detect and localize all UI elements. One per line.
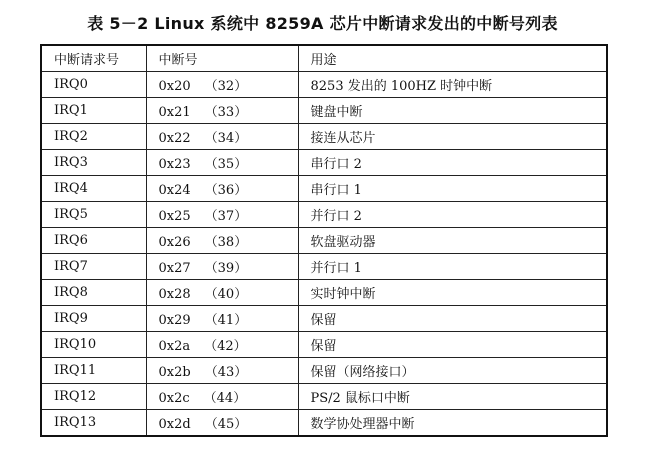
header-purpose: 用途	[298, 45, 607, 72]
vector-cell	[146, 98, 298, 124]
vector-decimal: （41）	[204, 313, 248, 328]
table-row	[41, 358, 607, 384]
table-row	[41, 98, 607, 124]
vector-hex: 0x2c	[158, 391, 190, 406]
irq-cell: IRQ9	[41, 306, 146, 332]
table-row	[41, 124, 607, 150]
vector-decimal: （38）	[204, 235, 248, 250]
purpose-cell: 软盘驱动器	[298, 228, 607, 254]
vector-cell	[146, 202, 298, 228]
vector-decimal: （44）	[203, 391, 247, 406]
vector-cell	[146, 410, 298, 437]
irq-cell: IRQ1	[41, 98, 146, 124]
vector-cell	[146, 124, 298, 150]
vector-hex: 0x27	[158, 261, 191, 276]
purpose-cell: 实时钟中断	[298, 280, 607, 306]
vector-cell	[146, 332, 298, 358]
vector-hex: 0x22	[158, 131, 191, 146]
vector-decimal: （37）	[204, 209, 248, 224]
table-row	[41, 176, 607, 202]
irq-cell: IRQ11	[41, 358, 146, 384]
purpose-cell: 并行口 1	[298, 254, 607, 280]
purpose-cell: 保留（网络接口）	[298, 358, 607, 384]
purpose-cell: 8253 发出的 100HZ 时钟中断	[298, 72, 607, 98]
vector-cell	[146, 72, 298, 98]
vector-hex: 0x26	[158, 235, 191, 250]
irq-cell: IRQ7	[41, 254, 146, 280]
vector-hex: 0x2d	[158, 417, 191, 432]
irq-cell: IRQ2	[41, 124, 146, 150]
table-header-row	[41, 45, 607, 72]
vector-hex: 0x23	[158, 157, 191, 172]
vector-hex: 0x21	[158, 105, 191, 120]
irq-cell: IRQ0	[41, 72, 146, 98]
table-row	[41, 202, 607, 228]
vector-hex: 0x24	[158, 183, 191, 198]
purpose-cell: 串行口 2	[298, 150, 607, 176]
vector-cell	[146, 384, 298, 410]
purpose-cell: 并行口 2	[298, 202, 607, 228]
vector-hex: 0x28	[158, 287, 191, 302]
irq-cell: IRQ8	[41, 280, 146, 306]
vector-decimal: （40）	[204, 287, 248, 302]
vector-cell	[146, 254, 298, 280]
irq-cell: IRQ12	[41, 384, 146, 410]
table-row	[41, 332, 607, 358]
vector-cell	[146, 280, 298, 306]
irq-cell: IRQ4	[41, 176, 146, 202]
irq-cell: IRQ13	[41, 410, 146, 437]
irq-cell: IRQ3	[41, 150, 146, 176]
purpose-cell: 接连从芯片	[298, 124, 607, 150]
table-row	[41, 150, 607, 176]
irq-cell: IRQ5	[41, 202, 146, 228]
vector-hex: 0x2b	[158, 365, 191, 380]
table-row	[41, 306, 607, 332]
vector-hex: 0x25	[158, 209, 191, 224]
table-row	[41, 280, 607, 306]
vector-cell	[146, 176, 298, 202]
purpose-cell: 保留	[298, 306, 607, 332]
table-caption: 表 5－2 Linux 系统中 8259A 芯片中断请求发出的中断号列表	[87, 14, 558, 33]
vector-cell	[146, 228, 298, 254]
table-row	[41, 254, 607, 280]
vector-hex: 0x2a	[158, 339, 191, 354]
vector-decimal: （39）	[204, 261, 248, 276]
vector-decimal: （33）	[204, 105, 248, 120]
purpose-cell: 键盘中断	[298, 98, 607, 124]
table-row	[41, 384, 607, 410]
vector-decimal: （35）	[204, 157, 248, 172]
header-interrupt-number: 中断号	[146, 45, 298, 72]
vector-decimal: （45）	[204, 417, 248, 432]
vector-hex: 0x20	[158, 79, 191, 94]
irq-table	[40, 44, 608, 437]
purpose-cell: 数学协处理器中断	[298, 410, 607, 437]
vector-cell	[146, 306, 298, 332]
table-row	[41, 72, 607, 98]
table-row	[41, 410, 607, 437]
vector-decimal: （32）	[204, 79, 248, 94]
vector-decimal: （43）	[204, 365, 248, 380]
vector-hex: 0x29	[158, 313, 191, 328]
vector-decimal: （42）	[204, 339, 247, 354]
vector-cell	[146, 358, 298, 384]
vector-decimal: （36）	[204, 183, 248, 198]
purpose-cell: 保留	[298, 332, 607, 358]
header-irq-number: 中断请求号	[41, 45, 146, 72]
irq-cell: IRQ10	[41, 332, 146, 358]
table-row	[41, 228, 607, 254]
vector-cell	[146, 150, 298, 176]
irq-cell: IRQ6	[41, 228, 146, 254]
purpose-cell: PS/2 鼠标口中断	[298, 384, 607, 410]
purpose-cell: 串行口 1	[298, 176, 607, 202]
vector-decimal: （34）	[204, 131, 248, 146]
